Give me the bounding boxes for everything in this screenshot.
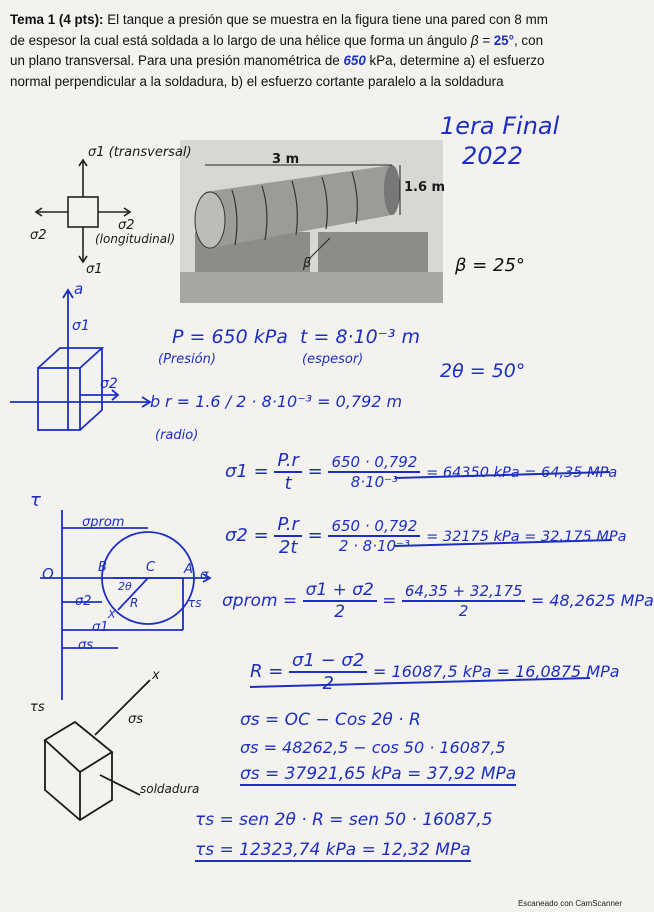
R-frac — [289, 650, 367, 694]
base-slab — [180, 272, 443, 303]
frac-num: 64,35 + 32,175 — [402, 582, 526, 602]
mohr-two-theta: 2θ — [118, 580, 132, 593]
frac-num: 650 · 0,792 — [328, 453, 420, 473]
sigma2-left: σ2 — [30, 228, 47, 243]
frac-den: 2 — [334, 602, 346, 622]
weld-x-label: x — [152, 668, 160, 683]
given-pressure: P = 650 kPa — [172, 326, 288, 348]
mohr-A: A — [184, 562, 193, 577]
axis-a-label: a — [74, 280, 84, 298]
equals: = — [307, 461, 323, 482]
axis-b-label: b — [150, 392, 161, 411]
equals: = — [382, 591, 397, 611]
mohr-R: R — [130, 596, 139, 610]
sigma1-result: = 64350 kPa = 64,35 MPa — [426, 465, 618, 481]
mohr-s2: σ2 — [75, 594, 92, 609]
sigma1-bottom: σ1 — [86, 262, 103, 277]
equation-sigma2 — [225, 514, 626, 558]
length-label: 3 m — [272, 152, 300, 167]
tank-end — [195, 192, 225, 248]
axis-sigma2-label: σ2 — [100, 376, 118, 392]
equation-sigma-prom — [222, 580, 654, 622]
R-result: = 16087,5 kPa = 16,0875 MPa — [373, 662, 620, 681]
sigma1-lhs: σ1 = — [225, 461, 269, 482]
pressure-value: 650 — [343, 53, 366, 68]
problem-text-b: , con un plano transversal. Para una presión manométrica de — [10, 32, 544, 68]
frac-num: σ1 + σ2 — [303, 580, 377, 602]
weld-sketch — [45, 680, 150, 820]
frac-den: t — [284, 473, 292, 494]
sigma2-lhs: σ2 = — [225, 525, 269, 546]
sigma2-longitudinal: (longitudinal) — [95, 232, 176, 246]
problem-text-a: El tanque a presión que se muestra en la figura tiene una pared con 8 mm de espesor la cual está soldada a lo largo de una hélice que forma un ángulo — [10, 12, 548, 48]
frac-den: 2t — [278, 537, 298, 558]
result-line3: σs = 37921,65 kPa = 37,92 MPa — [240, 764, 517, 784]
equals: = — [307, 525, 323, 546]
problem-title: Tema 1 (4 pts): — [10, 12, 104, 27]
beta-note: β = 25° — [455, 255, 525, 276]
given-two-theta: 2θ = 50° — [440, 360, 526, 382]
given-pressure-note: (Presión) — [158, 352, 216, 367]
R-lhs: R = — [250, 661, 284, 682]
frac-num: P.r — [274, 450, 302, 473]
beta-figure-label: β — [303, 256, 312, 271]
diameter-label: 1.6 m — [404, 180, 446, 195]
exam-note-line2: 2022 — [462, 142, 524, 170]
exam-note-line1: 1era Final — [440, 112, 560, 140]
given-thickness-note: (espesor) — [302, 352, 364, 367]
axis-sigma1-label: σ1 — [72, 318, 90, 334]
frac-den: 2 — [322, 673, 334, 694]
given-radius-note: (radio) — [155, 428, 199, 443]
problem-text-c: kPa, determine a) el esfuerzo normal perpendicular a la soldadura, b) el esfuerzo cortante paralelo a la soldadura — [10, 53, 545, 89]
sigma2-result: = 32175 kPa = 32,175 MPa — [426, 529, 627, 545]
result-line2: σs = 48262,5 − cos 50 · 16087,5 — [240, 738, 506, 757]
frac-num: σ1 − σ2 — [289, 650, 367, 673]
mohr-C: C — [146, 560, 156, 575]
stress-square — [68, 197, 98, 227]
result-line1: σs = OC − Cos 2θ · R — [240, 710, 421, 730]
frac-num: 650 · 0,792 — [328, 517, 420, 537]
sigma-prom-lhs: σprom = — [222, 591, 298, 611]
mohr-circle-diagram — [40, 510, 210, 700]
sigma2-right: σ2 — [118, 218, 135, 233]
sigma1-transversal: σ1 (transversal) — [88, 145, 192, 160]
frac-den: 2 · 8·10⁻³ — [338, 537, 410, 555]
given-radius: r = 1.6 / 2 · 8·10⁻³ = 0,792 m — [165, 392, 403, 411]
weld-sigma-s: σs — [128, 712, 144, 727]
sigma-prom-frac2 — [402, 582, 526, 620]
sigma1-frac1 — [274, 450, 302, 494]
sigma1-frac2 — [328, 453, 420, 491]
mohr-s1: σ1 — [92, 620, 109, 635]
axes-3d — [10, 290, 150, 430]
weld-tau-s: τs — [30, 700, 45, 715]
frac-den: 2 — [458, 602, 469, 620]
equation-R — [250, 650, 620, 694]
mohr-sprom: σprom — [82, 515, 125, 530]
mohr-sigma-axis: σ — [200, 568, 209, 583]
tank-figure — [180, 140, 446, 303]
given-thickness: t = 8·10⁻³ m — [300, 326, 420, 348]
sigma2-frac2 — [328, 517, 420, 555]
tank-far-end — [384, 165, 400, 215]
sigma2-frac1 — [274, 514, 302, 558]
weld-soldadura: soldadura — [140, 782, 200, 796]
mohr-ss: σs — [78, 638, 94, 653]
sigma-prom-frac1 — [303, 580, 377, 622]
mohr-X: X — [108, 608, 116, 621]
mohr-tau-axis: τ — [30, 490, 41, 511]
beta-symbol: β = — [470, 32, 494, 48]
result-line4: τs = sen 2θ · R = sen 50 · 16087,5 — [195, 810, 493, 830]
scanner-footer: Escaneado con CamScanner — [517, 899, 622, 908]
frac-num: P.r — [274, 514, 302, 537]
sigma-prom-result: = 48,2625 MPa — [530, 591, 654, 610]
mohr-origin: O — [42, 565, 54, 583]
beta-value: 25° — [493, 32, 514, 48]
frac-den: 8·10⁻³ — [350, 473, 399, 491]
mohr-B: B — [98, 560, 107, 575]
stress-element — [36, 160, 130, 262]
equation-sigma1 — [225, 450, 617, 494]
result-line5: τs = 12323,74 kPa = 12,32 MPa — [195, 840, 471, 860]
mohr-tau-s: τs — [188, 596, 202, 610]
